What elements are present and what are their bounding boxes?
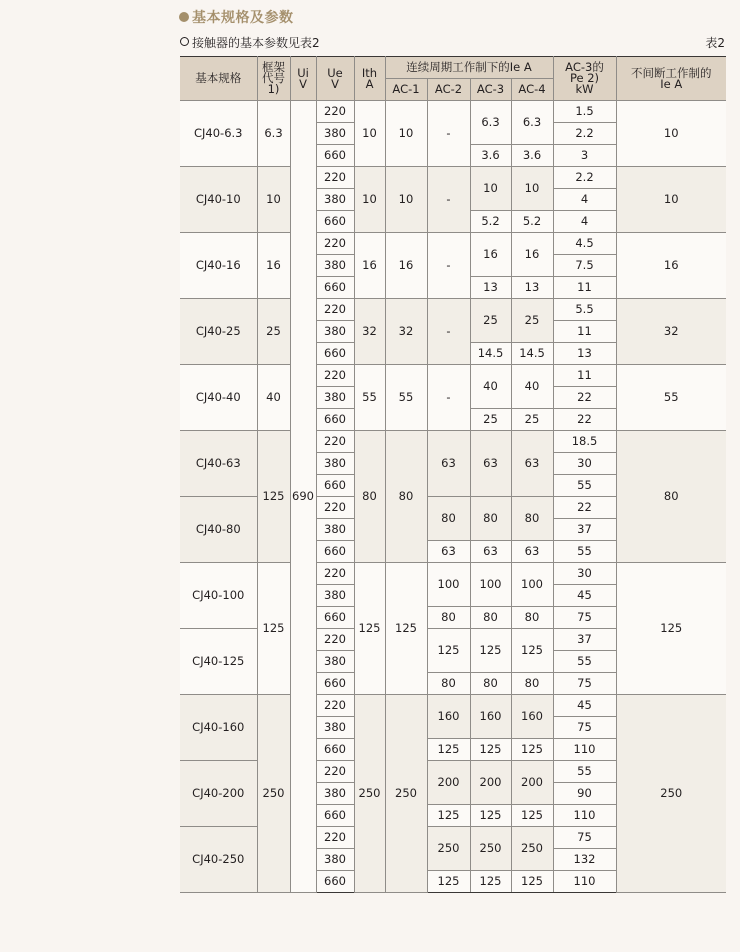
circle-bullet-icon <box>180 37 189 46</box>
model-name: CJ40-6.3 <box>180 101 257 167</box>
ue-value: 660 <box>316 145 354 167</box>
ue-value: 380 <box>316 189 354 211</box>
ac4-value: 100 <box>511 563 553 607</box>
ac4-value: 80 <box>511 607 553 629</box>
ue-value: 220 <box>316 761 354 783</box>
intermittent-ie-value: 125 <box>616 563 726 695</box>
ac2-value: 125 <box>427 739 470 761</box>
ith-value: 250 <box>354 695 385 893</box>
pe-value: 30 <box>553 563 616 585</box>
ue-value: 660 <box>316 541 354 563</box>
model-name: CJ40-25 <box>180 299 257 365</box>
ac4-value: 25 <box>511 299 553 343</box>
intermittent-ie-value: 16 <box>616 233 726 299</box>
ue-value: 220 <box>316 497 354 519</box>
pe-value: 55 <box>553 541 616 563</box>
ac2-value: - <box>427 299 470 365</box>
ac3-value: 6.3 <box>470 101 511 145</box>
ue-value: 220 <box>316 431 354 453</box>
table-number: 表2 <box>705 36 725 50</box>
ac3-value: 16 <box>470 233 511 277</box>
ue-value: 380 <box>316 783 354 805</box>
ue-value: 380 <box>316 255 354 277</box>
model-name: CJ40-250 <box>180 827 257 893</box>
ac4-value: 125 <box>511 629 553 673</box>
ue-value: 380 <box>316 387 354 409</box>
pe-value: 5.5 <box>553 299 616 321</box>
ac2-value: 63 <box>427 541 470 563</box>
ac1-value: 16 <box>385 233 427 299</box>
pe-value: 45 <box>553 585 616 607</box>
ac2-value: 200 <box>427 761 470 805</box>
ue-value: 220 <box>316 167 354 189</box>
ue-value: 220 <box>316 827 354 849</box>
ac4-value: 40 <box>511 365 553 409</box>
ac4-value: 200 <box>511 761 553 805</box>
ac1-value: 10 <box>385 167 427 233</box>
model-name: CJ40-10 <box>180 167 257 233</box>
header-continuous: 连续周期工作制下的Ie A <box>385 57 553 79</box>
intermittent-ie-value: 55 <box>616 365 726 431</box>
ac4-value: 13 <box>511 277 553 299</box>
pe-value: 22 <box>553 409 616 431</box>
ac2-value: - <box>427 101 470 167</box>
model-name: CJ40-160 <box>180 695 257 761</box>
table-row <box>180 365 726 387</box>
pe-value: 75 <box>553 827 616 849</box>
frame-code: 6.3 <box>257 101 290 167</box>
frame-code: 25 <box>257 299 290 365</box>
pe-value: 75 <box>553 717 616 739</box>
frame-code: 10 <box>257 167 290 233</box>
ac3-value: 25 <box>470 409 511 431</box>
ac2-value: - <box>427 365 470 431</box>
ac4-value: 25 <box>511 409 553 431</box>
ac4-value: 125 <box>511 871 553 893</box>
pe-value: 110 <box>553 739 616 761</box>
ac2-value: 250 <box>427 827 470 871</box>
ue-value: 380 <box>316 849 354 871</box>
pe-value: 75 <box>553 607 616 629</box>
ac4-value: 80 <box>511 497 553 541</box>
ac2-value: 125 <box>427 871 470 893</box>
ac3-value: 125 <box>470 629 511 673</box>
ac4-value: 10 <box>511 167 553 211</box>
ac4-value: 125 <box>511 805 553 827</box>
ac3-value: 125 <box>470 805 511 827</box>
table-row <box>180 695 726 717</box>
intermittent-ie-value: 32 <box>616 299 726 365</box>
table-row <box>180 299 726 321</box>
ac2-value: 160 <box>427 695 470 739</box>
ac4-value: 63 <box>511 431 553 497</box>
pe-value: 3 <box>553 145 616 167</box>
ac3-value: 250 <box>470 827 511 871</box>
frame-code: 125 <box>257 431 290 563</box>
pe-value: 11 <box>553 365 616 387</box>
ue-value: 220 <box>316 563 354 585</box>
ac3-value: 14.5 <box>470 343 511 365</box>
pe-value: 55 <box>553 475 616 497</box>
ith-value: 125 <box>354 563 385 695</box>
ac3-value: 10 <box>470 167 511 211</box>
pe-value: 55 <box>553 651 616 673</box>
pe-value: 90 <box>553 783 616 805</box>
pe-value: 2.2 <box>553 167 616 189</box>
header-pe: AC-3的 Pe 2) kW <box>553 57 616 101</box>
table-caption <box>180 34 320 51</box>
table-row <box>180 167 726 189</box>
ue-value: 660 <box>316 409 354 431</box>
ue-value: 220 <box>316 365 354 387</box>
ue-value: 380 <box>316 453 354 475</box>
ac4-value: 160 <box>511 695 553 739</box>
ac3-value: 25 <box>470 299 511 343</box>
intermittent-ie-value: 80 <box>616 431 726 563</box>
header-ac4: AC-4 <box>511 79 553 101</box>
ac3-value: 100 <box>470 563 511 607</box>
pe-value: 1.5 <box>553 101 616 123</box>
ac4-value: 5.2 <box>511 211 553 233</box>
ac4-value: 14.5 <box>511 343 553 365</box>
ue-value: 660 <box>316 211 354 233</box>
ue-value: 220 <box>316 299 354 321</box>
table-row <box>180 101 726 123</box>
model-name: CJ40-100 <box>180 563 257 629</box>
table-row <box>180 233 726 255</box>
ac2-value: 125 <box>427 805 470 827</box>
ac1-value: 125 <box>385 563 427 695</box>
ue-value: 220 <box>316 101 354 123</box>
ith-value: 10 <box>354 101 385 167</box>
ac4-value: 250 <box>511 827 553 871</box>
section-heading <box>179 7 294 27</box>
model-name: CJ40-63 <box>180 431 257 497</box>
header-ith: Ith A <box>354 57 385 101</box>
pe-value: 11 <box>553 321 616 343</box>
ac2-value: 100 <box>427 563 470 607</box>
ue-value: 220 <box>316 629 354 651</box>
table-row <box>180 431 726 453</box>
frame-code: 125 <box>257 563 290 695</box>
ue-value: 660 <box>316 343 354 365</box>
ue-value: 380 <box>316 321 354 343</box>
ac4-value: 16 <box>511 233 553 277</box>
ac3-value: 3.6 <box>470 145 511 167</box>
pe-value: 30 <box>553 453 616 475</box>
pe-value: 4 <box>553 189 616 211</box>
pe-value: 55 <box>553 761 616 783</box>
ue-value: 660 <box>316 739 354 761</box>
ith-value: 16 <box>354 233 385 299</box>
pe-value: 18.5 <box>553 431 616 453</box>
ith-value: 32 <box>354 299 385 365</box>
ac2-value: 80 <box>427 607 470 629</box>
intermittent-ie-value: 10 <box>616 167 726 233</box>
model-name: CJ40-40 <box>180 365 257 431</box>
header-ac3: AC-3 <box>470 79 511 101</box>
pe-value: 37 <box>553 629 616 651</box>
ac2-value: 80 <box>427 673 470 695</box>
pe-value: 22 <box>553 387 616 409</box>
ue-value: 220 <box>316 233 354 255</box>
ac3-value: 200 <box>470 761 511 805</box>
ue-value: 660 <box>316 475 354 497</box>
header-ac1: AC-1 <box>385 79 427 101</box>
ac2-value: 125 <box>427 629 470 673</box>
ac2-value: 80 <box>427 497 470 541</box>
table-row <box>180 563 726 585</box>
ue-value: 660 <box>316 673 354 695</box>
header-ac2: AC-2 <box>427 79 470 101</box>
ac3-value: 80 <box>470 673 511 695</box>
ue-value: 660 <box>316 607 354 629</box>
model-name: CJ40-16 <box>180 233 257 299</box>
ac2-value: - <box>427 167 470 233</box>
ac3-value: 5.2 <box>470 211 511 233</box>
ith-value: 55 <box>354 365 385 431</box>
model-name: CJ40-125 <box>180 629 257 695</box>
ue-value: 380 <box>316 123 354 145</box>
pe-value: 7.5 <box>553 255 616 277</box>
ac4-value: 63 <box>511 541 553 563</box>
pe-value: 4 <box>553 211 616 233</box>
ue-value: 380 <box>316 585 354 607</box>
ac3-value: 40 <box>470 365 511 409</box>
pe-value: 132 <box>553 849 616 871</box>
ue-value: 660 <box>316 277 354 299</box>
ue-value: 660 <box>316 871 354 893</box>
ac4-value: 3.6 <box>511 145 553 167</box>
ac3-value: 63 <box>470 541 511 563</box>
header-ue: Ue V <box>316 57 354 101</box>
pe-value: 4.5 <box>553 233 616 255</box>
ac1-value: 32 <box>385 299 427 365</box>
header-ui: Ui V <box>290 57 316 101</box>
ac3-value: 63 <box>470 431 511 497</box>
ac1-value: 10 <box>385 101 427 167</box>
pe-value: 11 <box>553 277 616 299</box>
frame-code: 16 <box>257 233 290 299</box>
ac1-value: 80 <box>385 431 427 563</box>
header-spec: 基本规格 <box>180 57 257 101</box>
pe-value: 2.2 <box>553 123 616 145</box>
ac3-value: 125 <box>470 871 511 893</box>
model-name: CJ40-200 <box>180 761 257 827</box>
ue-value: 660 <box>316 805 354 827</box>
header-intermittent: 不间断工作制的 Ie A <box>616 57 726 101</box>
ac4-value: 125 <box>511 739 553 761</box>
ue-value: 380 <box>316 717 354 739</box>
pe-value: 110 <box>553 805 616 827</box>
intermittent-ie-value: 10 <box>616 101 726 167</box>
intermittent-ie-value: 250 <box>616 695 726 893</box>
parameter-table <box>180 56 726 893</box>
ac4-value: 6.3 <box>511 101 553 145</box>
ue-value: 380 <box>316 651 354 673</box>
table-body <box>180 101 726 893</box>
ue-value: 220 <box>316 695 354 717</box>
header-frame: 框架 代号 1) <box>257 57 290 101</box>
ac3-value: 160 <box>470 695 511 739</box>
ac2-value: 63 <box>427 431 470 497</box>
ac3-value: 125 <box>470 739 511 761</box>
section-heading-text: 基本规格及参数 <box>192 10 294 26</box>
ac3-value: 13 <box>470 277 511 299</box>
pe-value: 75 <box>553 673 616 695</box>
pe-value: 37 <box>553 519 616 541</box>
pe-value: 45 <box>553 695 616 717</box>
pe-value: 22 <box>553 497 616 519</box>
model-name: CJ40-80 <box>180 497 257 563</box>
ac1-value: 55 <box>385 365 427 431</box>
bullet-dot-icon <box>179 12 189 22</box>
frame-code: 40 <box>257 365 290 431</box>
table-caption-text: 接触器的基本参数见表2 <box>192 36 320 50</box>
ac4-value: 80 <box>511 673 553 695</box>
ui-value: 690 <box>290 101 316 893</box>
ue-value: 380 <box>316 519 354 541</box>
ac2-value: - <box>427 233 470 299</box>
pe-value: 110 <box>553 871 616 893</box>
pe-value: 13 <box>553 343 616 365</box>
ac3-value: 80 <box>470 607 511 629</box>
ac1-value: 250 <box>385 695 427 893</box>
ac3-value: 80 <box>470 497 511 541</box>
ith-value: 10 <box>354 167 385 233</box>
frame-code: 250 <box>257 695 290 893</box>
ith-value: 80 <box>354 431 385 563</box>
